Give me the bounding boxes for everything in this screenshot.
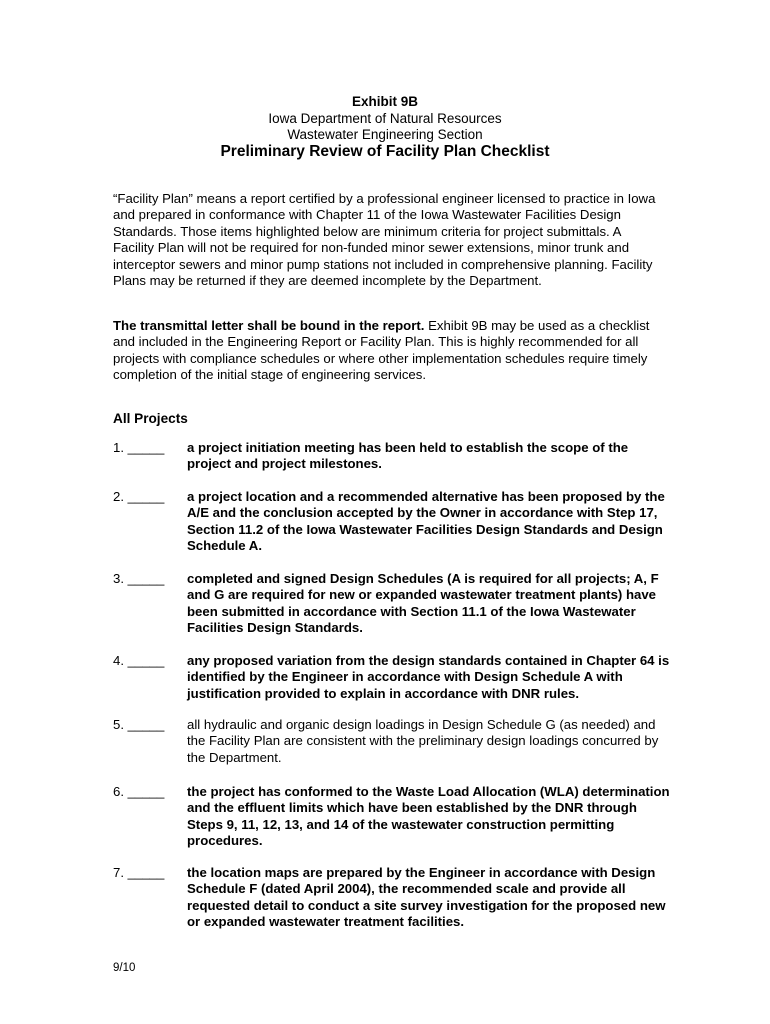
checklist-item-text: the location maps are prepared by the Engineer in accordance with Design Schedule F (dated April 2004), the recommended scale and provide all requested detail to conduct a site survey investigation for the proposed new or expanded wastewater treatment facilities.: [187, 865, 666, 930]
checklist-item-text: completed and signed Design Schedules (A is required for all projects; A, F and G are required for new or expanded wastewater treatment plants) have been submitted in accordance with Section 11.1 of the Iowa Wastewater Facilities Design Standards.: [187, 571, 659, 636]
transmittal-paragraph: [113, 318, 658, 384]
transmittal-bold-text: The transmittal letter shall be bound in the report.: [113, 318, 425, 333]
department-name: Iowa Department of Natural Resources: [268, 111, 502, 126]
page-title: Preliminary Review of Facility Plan Checklist: [220, 143, 550, 160]
checklist-blank[interactable]: 2. _____: [113, 489, 165, 504]
checklist-item-text: any proposed variation from the design standards contained in Chapter 64 is identified by the Engineer in accordance with Design Schedule A with justification provided to explain in accordance with DNR rules.: [187, 653, 670, 701]
exhibit-label: Exhibit 9B: [351, 94, 418, 109]
intro-paragraph: “Facility Plan” means a report certified by a professional engineer licensed to practice in Iowa and prepared in conformance with Chapter 11 of the Iowa Wastewater Facilities Design Standards. Those items highlighted below are minimum criteria for project submittals. A Facility Plan will not be required for non-funded minor sewer extensions, minor trunk and interceptor sewers and minor pump stations not included in comprehensive planning. Facility Plans may be returned if they are deemed incomplete by the Department.: [113, 191, 656, 289]
section-name: Wastewater Engineering Section: [287, 127, 483, 142]
checklist-blank[interactable]: 3. _____: [113, 571, 165, 586]
checklist-blank[interactable]: 6. _____: [113, 784, 165, 799]
checklist-item-text: a project location and a recommended alternative has been proposed by the A/E and the conclusion accepted by the Owner in accordance with Step 17, Section 11.2 of the Iowa Wastewater Facilities Design Standards and Design Schedule A.: [187, 489, 665, 554]
page-footer-date: 9/10: [113, 962, 136, 974]
section-heading: All Projects: [113, 411, 188, 426]
transmittal-text: Exhibit 9B may be used as a checklist and included in the Engineering Report or Facility Plan. This is highly recommended for all projects with compliance schedules or where other implementation schedules require timely completion of the initial stage of engineering services.: [113, 318, 650, 383]
checklist-item-text: all hydraulic and organic design loadings in Design Schedule G (as needed) and the Facility Plan are consistent with the preliminary design loadings concurred by the Department.: [187, 717, 659, 765]
checklist-blank[interactable]: 1. _____: [113, 440, 165, 455]
checklist-blank[interactable]: 7. _____: [113, 865, 165, 880]
checklist-item-text: a project initiation meeting has been held to establish the scope of the project and project milestones.: [187, 440, 629, 472]
checklist-blank[interactable]: 5. _____: [113, 717, 165, 732]
checklist-item-text: the project has conformed to the Waste Load Allocation (WLA) determination and the effluent limits which have been established by the DNR through Steps 9, 11, 12, 13, and 14 of the wastewater construction permitting procedures.: [187, 784, 670, 849]
checklist-blank[interactable]: 4. _____: [113, 653, 165, 668]
